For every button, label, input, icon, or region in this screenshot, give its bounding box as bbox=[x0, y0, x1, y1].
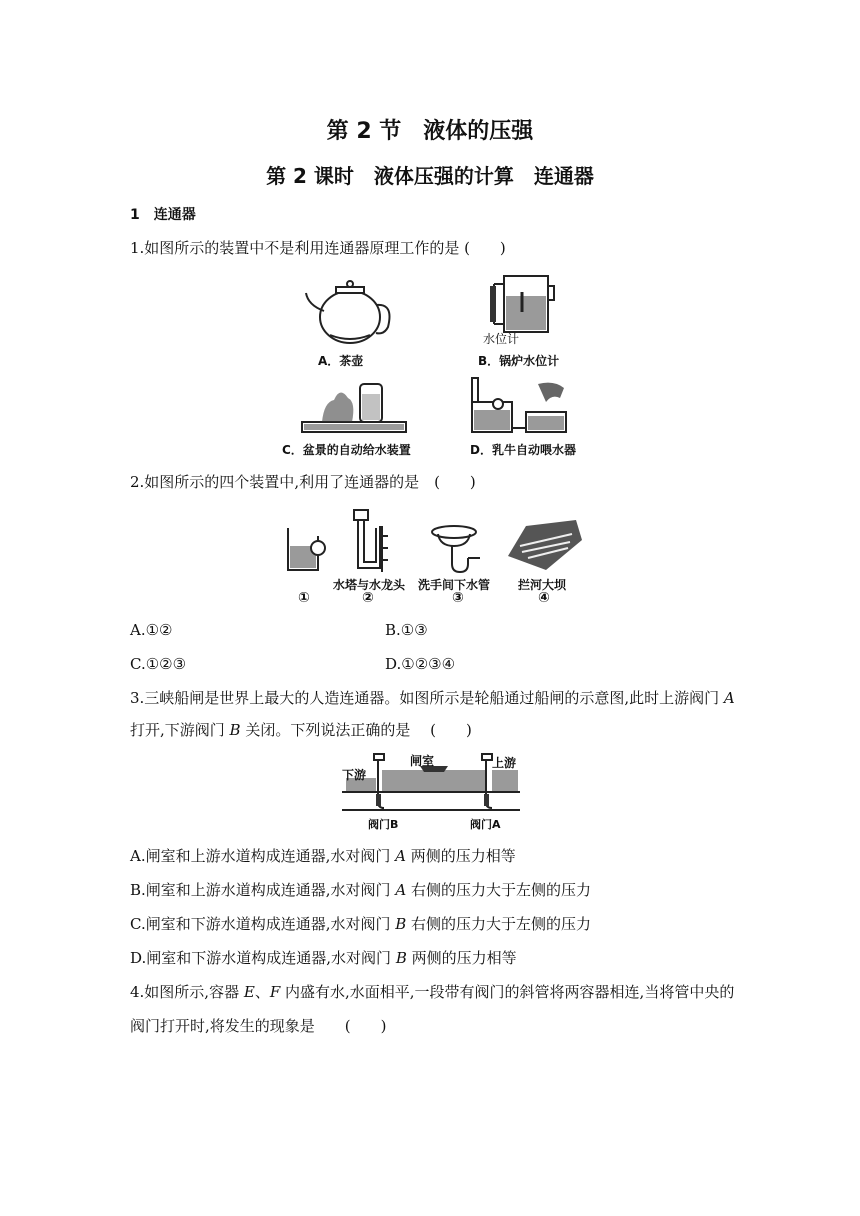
q2-caption-2: 水塔与水龙头 bbox=[333, 578, 406, 592]
bonsai-water-figure bbox=[294, 378, 414, 440]
sink-drain-figure bbox=[428, 524, 482, 576]
u-tube-figure bbox=[282, 526, 332, 576]
q3-option-b[interactable]: B.闸室和上游水道构成连通器,水对阀门 A 右侧的压力大于左侧的压力 bbox=[130, 881, 591, 899]
q2-number-1: ① bbox=[298, 590, 310, 606]
dam-figure bbox=[506, 516, 584, 576]
teapot-figure bbox=[300, 275, 400, 347]
q2-option-d[interactable]: D.①②③④ bbox=[385, 655, 456, 673]
q3-option-c[interactable]: C.闸室和下游水道构成连通器,水对阀门 B 右侧的压力大于左侧的压力 bbox=[130, 915, 592, 933]
downstream-label: 下游 bbox=[342, 768, 367, 782]
q2-number-4: ④ bbox=[538, 590, 550, 606]
question-4-stem-line1: 4.如图所示,容器 E、F 内盛有水,水面相平,一段带有阀门的斜管将两容器相连,当将管中央的 bbox=[130, 983, 735, 1001]
water-tower-figure bbox=[346, 506, 392, 576]
question-3-stem-line1: 3.三峡船闸是世界上最大的人造连通器。如图所示是轮船通过船闸的示意图,此时上游阀门 A bbox=[130, 689, 735, 707]
lock-chamber-label: 闸室 bbox=[410, 754, 435, 768]
valve-a-label: 阀门A bbox=[470, 818, 501, 831]
q1-caption-a: A．茶壶 bbox=[318, 354, 364, 368]
q2-option-c[interactable]: C.①②③ bbox=[130, 655, 187, 673]
boiler-gauge-figure bbox=[484, 272, 564, 334]
valve-b-label: 阀门B bbox=[368, 818, 399, 831]
page-title: 第 2 节 液体的压强 bbox=[326, 119, 534, 144]
water-gauge-label: 水位计 bbox=[483, 332, 520, 346]
cow-feeder-figure bbox=[468, 376, 572, 438]
q1-caption-c: C．盆景的自动给水装置 bbox=[282, 443, 411, 457]
q2-number-2: ② bbox=[362, 590, 374, 606]
section-heading: 1 连通器 bbox=[130, 207, 196, 223]
q1-caption-b: B．锅炉水位计 bbox=[478, 354, 560, 368]
q2-caption-3: 洗手间下水管 bbox=[418, 578, 491, 592]
question-2-stem: 2.如图所示的四个装置中,利用了连通器的是 ( ) bbox=[130, 473, 476, 491]
q3-option-d[interactable]: D.闸室和下游水道构成连通器,水对阀门 B 两侧的压力相等 bbox=[130, 949, 517, 967]
q2-option-b[interactable]: B.①③ bbox=[385, 621, 428, 639]
question-1-stem: 1.如图所示的装置中不是利用连通器原理工作的是 ( ) bbox=[130, 239, 506, 257]
lesson-subtitle: 第 2 课时 液体压强的计算 连通器 bbox=[266, 164, 594, 188]
q3-option-a[interactable]: A.闸室和上游水道构成连通器,水对阀门 A 两侧的压力相等 bbox=[130, 847, 516, 865]
question-4-stem-line2: 阀门打开时,将发生的现象是 ( ) bbox=[130, 1017, 387, 1035]
q2-caption-4: 拦河大坝 bbox=[518, 578, 567, 592]
upstream-label: 上游 bbox=[492, 756, 517, 770]
q2-option-a[interactable]: A.①② bbox=[130, 621, 173, 639]
q2-number-3: ③ bbox=[452, 590, 464, 606]
q1-caption-d: D．乳牛自动喂水器 bbox=[470, 443, 576, 457]
question-3-stem-line2: 打开,下游阀门 B 关闭。下列说法正确的是 ( ) bbox=[130, 721, 472, 739]
